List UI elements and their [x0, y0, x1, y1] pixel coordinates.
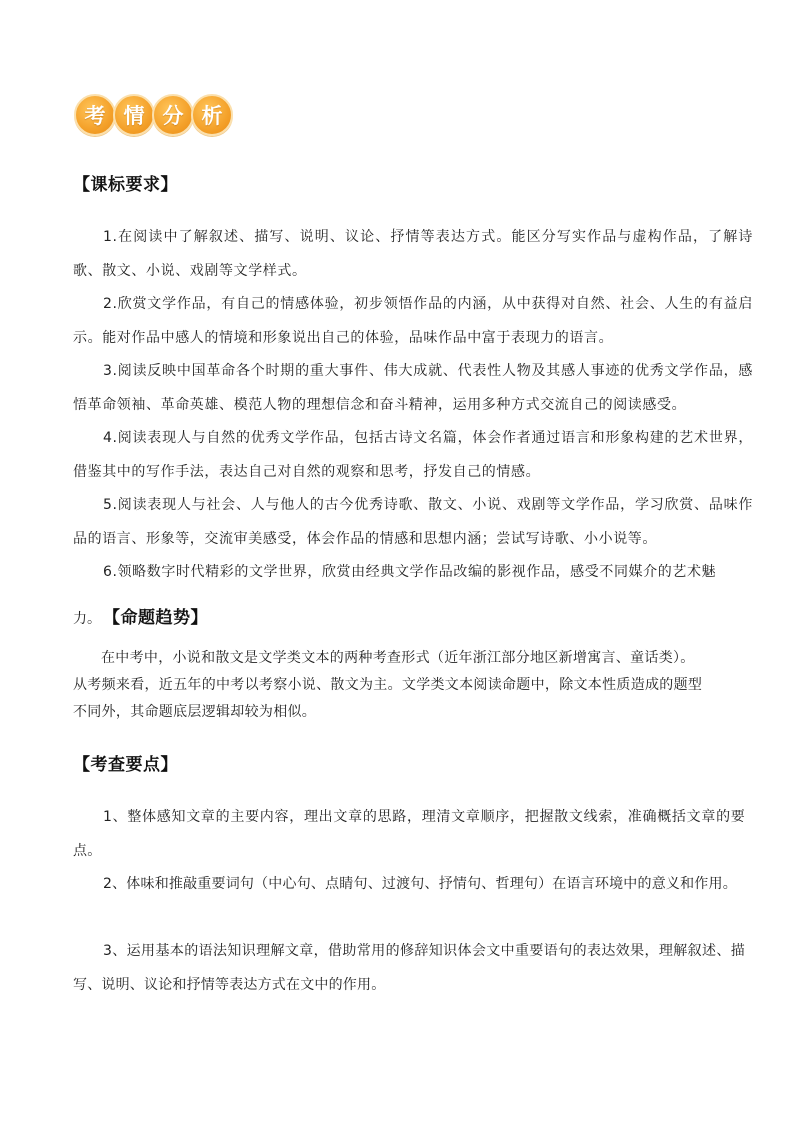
trend-line: 在中考中，小说和散文是文学类文本的两种考查形式（近年浙江部分地区新增寓言、童话类）。 [101, 650, 695, 666]
badge-char: 分 [152, 94, 194, 136]
badge-char: 考 [74, 94, 116, 136]
key-point-3: 3、运用基本的语法知识理解文章，借助常用的修辞知识体会文中重要语句的表达效果，理解叙述、描写、说明、议论和抒情等表达方式在文中的作用。 [73, 943, 745, 993]
curriculum-item-5: 5.阅读表现人与社会、人与他人的古今优秀诗歌、散文、小说、戏剧等文学作品，学习欣赏、品味作品的语言、形象等，交流审美感受，体会作品的情感和思想内涵；尝试写诗歌、小小说等。 [73, 497, 753, 547]
badge-char: 析 [191, 94, 233, 136]
curriculum-item-3: 3.阅读反映中国革命各个时期的重大事件、伟大成就、代表性人物及其感人事迹的优秀文学作品，感悟革命领袖、革命英雄、模范人物的理想信念和奋斗精神，运用多种方式交流自己的阅读感受。 [73, 363, 753, 413]
heading-key-points: 【考查要点】 [73, 755, 178, 775]
key-point-2: 2、体味和推敲重要词句（中心句、点睛句、过渡句、抒情句、哲理句）在语言环境中的意义和作用。 [103, 876, 737, 892]
section-badge [74, 93, 230, 137]
trend-line: 不同外，其命题底层逻辑却较为相似。 [73, 704, 317, 720]
heading-trend: 【命题趋势】 [103, 608, 208, 628]
curriculum-item-4: 4.阅读表现人与自然的优秀文学作品，包括古诗文名篇，体会作者通过语言和形象构建的艺术世界，借鉴其中的写作手法，表达自己对自然的观察和思考，抒发自己的情感。 [73, 430, 753, 480]
curriculum-item-1: 1.在阅读中了解叙述、描写、说明、议论、抒情等表达方式。能区分写实作品与虚构作品，了解诗歌、散文、小说、戏剧等文学样式。 [73, 229, 753, 279]
curriculum-tail: 力。 [73, 611, 101, 627]
badge-char: 情 [113, 94, 155, 136]
curriculum-tail-and-trend-heading [73, 605, 208, 632]
curriculum-item-2: 2.欣赏文学作品，有自己的情感体验，初步领悟作品的内涵，从中获得对自然、社会、人生的有益启示。能对作品中感人的情境和形象说出自己的体验，品味作品中富于表现力的语言。 [73, 296, 753, 346]
curriculum-item-6: 6.领略数字时代精彩的文学世界，欣赏由经典文学作品改编的影视作品，感受不同媒介的艺术魅 [103, 564, 717, 580]
trend-line: 从考频来看，近五年的中考以考察小说、散文为主。文学类文本阅读命题中，除文本性质造成的题型 [73, 677, 703, 693]
key-point-1: 1、整体感知文章的主要内容，理出文章的思路，理清文章顺序，把握散文线索，准确概括文章的要点。 [73, 809, 745, 859]
heading-curriculum: 【课标要求】 [73, 175, 178, 195]
trend-paragraph [73, 645, 753, 726]
